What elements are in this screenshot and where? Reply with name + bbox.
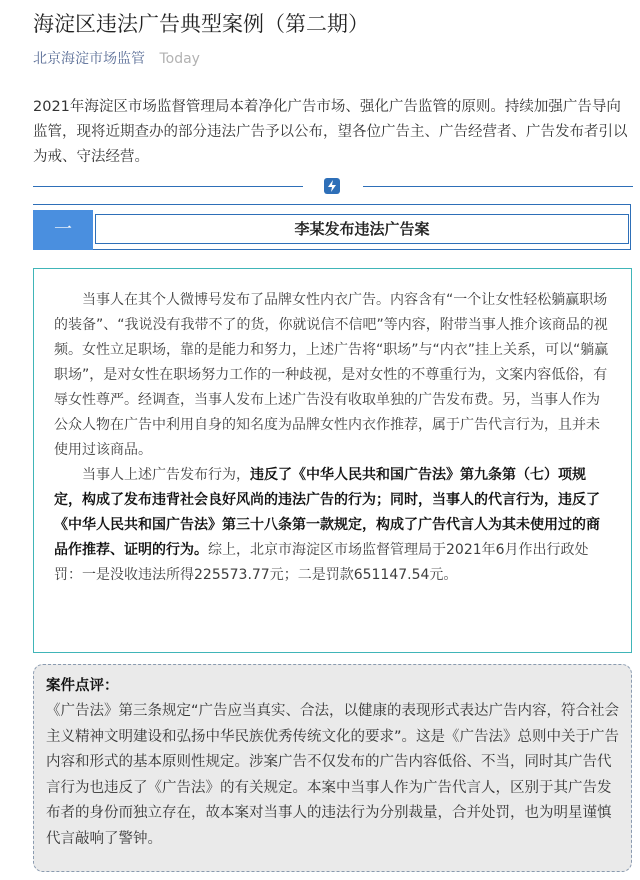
section-number: 一 xyxy=(33,210,93,250)
article-meta xyxy=(33,50,200,68)
divider-line-left xyxy=(33,186,303,187)
case-content xyxy=(54,288,612,588)
case-p2-lead: 当事人上述广告发布行为， xyxy=(82,467,250,483)
divider-line-right xyxy=(363,186,633,187)
comment-text: 《广告法》第三条规定“广告应当真实、合法，以健康的表现形式表达广告内容，符合社会主义精神文明建设和弘扬中华民族优秀传统文化的要求”。这是《广告法》总则中关于广告内容和形式的基本原则性规定。涉案广告不仅发布的广告内容低俗、不当，同时其广告代言行为也违反了《广告法》的有关规定。本案中当事人作为广告代言人，区别于其广告发布者的身份而独立存在，故本案对当事人的违法行为分别裁量，合并处罚，也为明星谨慎代言敲响了警钟。 xyxy=(46,703,620,847)
article-title: 海淀区违法广告典型案例（第二期） xyxy=(33,12,369,36)
publish-time: Today xyxy=(159,51,200,67)
case-paragraph-2 xyxy=(54,463,612,588)
intro-paragraph: 2021年海淀区市场监督管理局本着净化广告市场、强化广告监管的原则。持续加强广告导向监管，现将近期查办的部分违法广告予以公布，望各位广告主、广告经营者、广告发布者引以为戒、守法经营。 xyxy=(33,99,628,165)
section-divider xyxy=(33,176,633,198)
case-paragraph-1: 当事人在其个人微博号发布了品牌女性内衣广告。内容含有“一个让女性轻松躺赢职场的装备”、“我说没有我带不了的货，你就说信不信吧”等内容，附带当事人推介该商品的视频。女性立足职场，靠的是能力和努力，上述广告将“职场”与“内衣”挂上关系，可以“躺赢职场”，是对女性在职场努力工作的一种歧视，是对女性的不尊重行为，文案内容低俗，有辱女性尊严。经调查，当事人发布上述广告没有收取单独的广告发布费。另，当事人作为公众人物在广告中利用自身的知名度为品牌女性内衣作推荐，属于广告代言行为，且并未使用过该商品。 xyxy=(54,292,609,458)
header-border-top xyxy=(33,204,631,205)
section-header xyxy=(33,204,631,250)
lightning-icon xyxy=(324,178,340,194)
case-p2-bold: 违反了《中华人民共和国广告法》第九条第（七）项规定，构成了发布违背社会良好风尚的违法广告的行为；同时，当事人的代言行为，违反了《中华人民共和国广告法》第三十八条第一款规定，构成了广告代言人为其未使用过的商品作推荐、证明的行为。 xyxy=(54,467,600,558)
author-link[interactable]: 北京海淀市场监管 xyxy=(33,51,145,67)
case-p2-tail: 综上，北京市海淀区市场监督管理局于2021年6月作出行政处罚：一是没收违法所得225573.77元；二是罚款651147.54元。 xyxy=(54,542,589,583)
comment-title: 案件点评： xyxy=(46,678,119,694)
section-heading: 李某发布违法广告案 xyxy=(95,214,629,244)
header-border-right xyxy=(630,204,631,250)
header-border-bottom xyxy=(33,249,631,250)
